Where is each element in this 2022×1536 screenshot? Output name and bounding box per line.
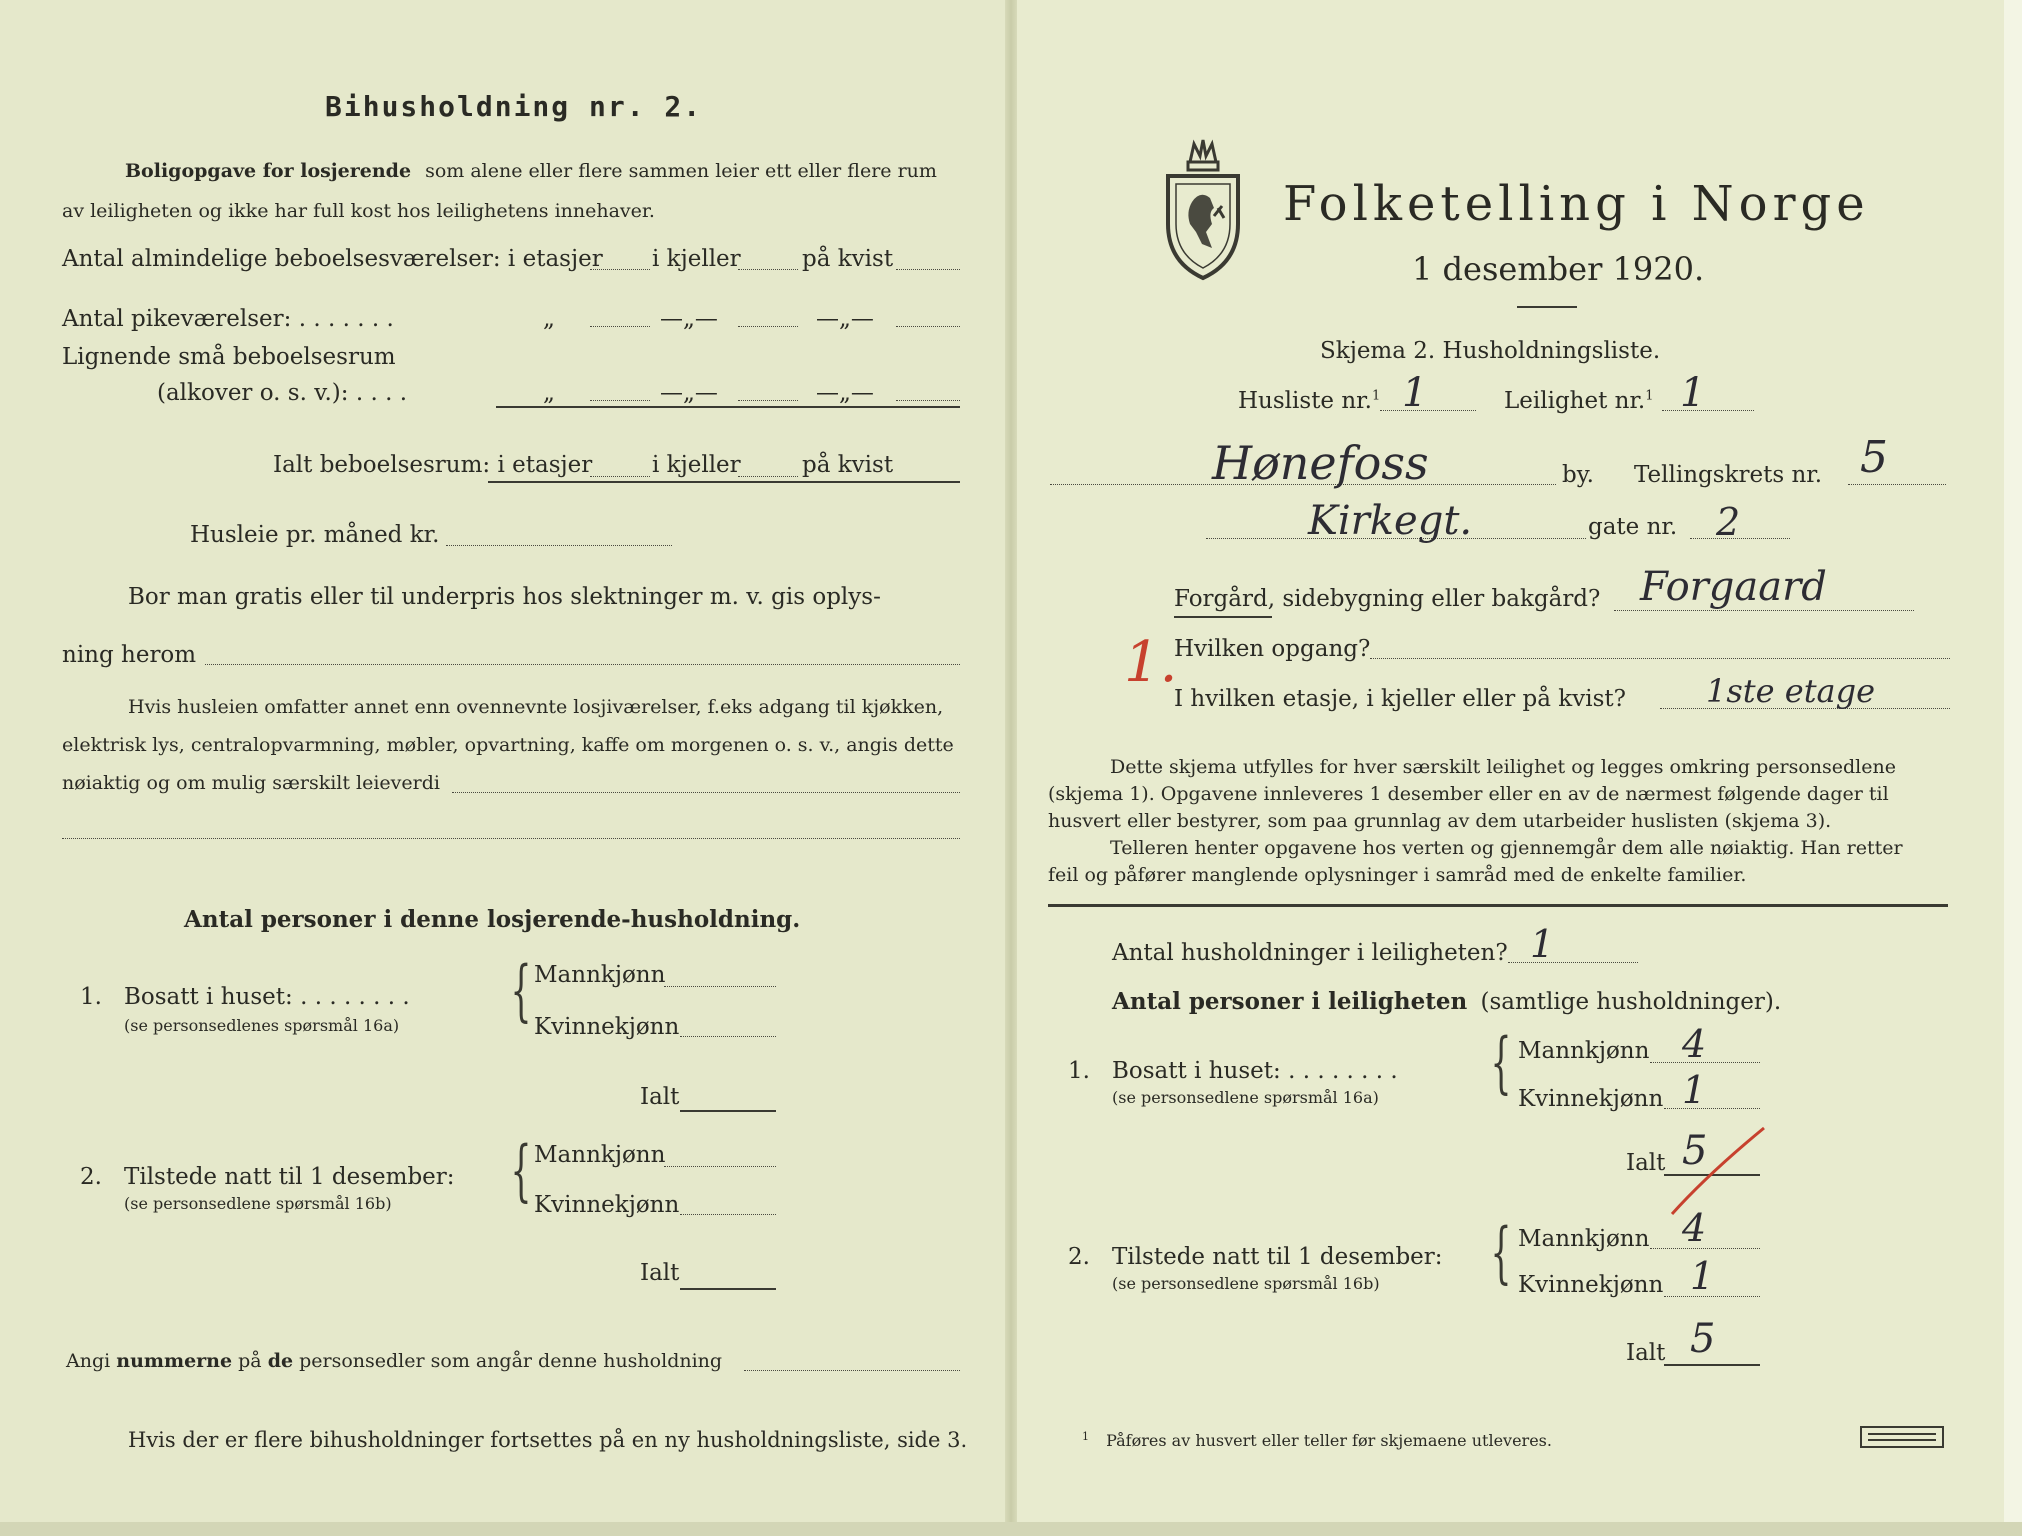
husleie-label: Husleie pr. måned kr.: [190, 522, 440, 548]
lignende-kvist-field[interactable]: [896, 400, 960, 401]
left-item1-brace: {: [510, 952, 532, 1029]
ialt-kvist-label: på kvist: [802, 452, 894, 478]
rooms-kvist-label: på kvist: [802, 246, 894, 272]
instr-line3: husvert eller bestyrer, som paa grunnlag av dem utarbeider huslisten (skjema 3).: [1048, 810, 1832, 832]
rooms-kjeller-field[interactable]: [738, 269, 798, 270]
right-item2-ialt-label: Ialt: [1626, 1340, 1666, 1366]
footnote-num: 1: [1082, 1430, 1089, 1443]
leilighet-label: Leilighet nr.: [1504, 388, 1646, 414]
sum-rule: [496, 406, 960, 408]
tilstede-kvinne-value: 1: [1690, 1254, 1715, 1298]
instr-line1: Dette skjema utfylles for hver særskilt leilighet og legges omkring personsedlene: [1110, 756, 1896, 778]
footnote-text: Påføres av husvert eller teller før skjemaene utleveres.: [1106, 1431, 1552, 1451]
left-item2-kvinne-label: Kvinnekjønn: [534, 1192, 680, 1218]
right-item2-kvinne-label: Kvinnekjønn: [1518, 1272, 1664, 1298]
pike-ditto-1: „: [543, 306, 555, 332]
gate-value: Kirkegt.: [1308, 498, 1473, 544]
angi-bold: nummerne: [116, 1350, 233, 1372]
antal-hush-value: 1: [1530, 922, 1555, 966]
title-rule: [1517, 306, 1577, 308]
paper-bottom-edge: [0, 1522, 2022, 1536]
rooms-kjeller-label: i kjeller: [652, 246, 741, 272]
printer-stamp-icon: [1860, 1426, 1944, 1448]
pike-ditto-3: —„—: [816, 306, 874, 332]
lignende-ditto-2: —„—: [660, 380, 718, 406]
bihusholdning-title: Bihusholdning nr. 2.: [325, 90, 703, 123]
antal-heading-left: Antal personer i denne losjerende-husholdning.: [184, 906, 801, 933]
angi-line: [66, 1350, 722, 1372]
left-footer: Hvis der er flere bihusholdninger fortsettes på en ny husholdningsliste, side 3.: [128, 1428, 968, 1452]
husleie-field[interactable]: [446, 545, 672, 546]
intro-bold: Boligopgave for losjerende: [125, 160, 412, 182]
right-item2-ialt-field[interactable]: [1664, 1364, 1760, 1366]
ialt-kjeller-label: i kjeller: [652, 452, 741, 478]
left-item2-mann-label: Mannkjønn: [534, 1142, 666, 1168]
angi-mid: på: [238, 1350, 262, 1372]
hvis-line3: nøiaktig og om mulig særskilt leieverdi: [62, 772, 440, 794]
ialt-underline: [488, 481, 960, 483]
forgard-label: Forgård, sidebygning eller bakgård?: [1174, 586, 1601, 612]
norway-coat-of-arms-icon: [1162, 132, 1244, 282]
instr-line2: (skjema 1). Opgavene innleveres 1 desember eller en av de nærmest følgende dager til: [1048, 783, 1889, 805]
forgard-underline: [1174, 616, 1272, 618]
antal-pers-bold: Antal personer i leiligheten: [1112, 988, 1468, 1015]
opgang-label: Hvilken opgang?: [1174, 636, 1371, 662]
angi-bold2: de: [267, 1350, 294, 1372]
rooms-etasjer-field[interactable]: [590, 269, 650, 270]
antal-pers-line: [1112, 988, 1781, 1015]
bor-field[interactable]: [205, 664, 960, 665]
right-item1-num: 1.: [1068, 1058, 1090, 1084]
by-value: Hønefoss: [1212, 436, 1429, 490]
instr-line5: feil og påfører manglende oplysninger i samråd med de enkelte familier.: [1048, 864, 1747, 886]
left-item1-sub: (se personsedlenes spørsmål 16a): [124, 1016, 400, 1035]
skjema-label: Skjema 2. Husholdningsliste.: [1320, 338, 1661, 364]
tellingskrets-value: 5: [1860, 432, 1888, 483]
bosatt-ialt-value: 5: [1682, 1128, 1708, 1174]
hvis-line1: Hvis husleien omfatter annet enn ovennevnte losjiværelser, f.eks adgang til kjøkken,: [128, 696, 944, 718]
right-item2-num: 2.: [1068, 1244, 1090, 1270]
leilighet-sup: 1: [1645, 388, 1654, 404]
leilighet-field[interactable]: [1662, 410, 1754, 411]
ialt-etasjer-field[interactable]: [590, 476, 650, 477]
ialt-rooms-label: Ialt beboelsesrum: i etasjer: [273, 452, 593, 478]
left-item2-kvinne-field[interactable]: [680, 1214, 776, 1215]
pike-kjeller-field[interactable]: [738, 326, 798, 327]
right-item1-sub: (se personsedlene spørsmål 16a): [1112, 1088, 1379, 1107]
red-pencil-mark: 1.: [1124, 630, 1178, 695]
tellingskrets-label: Tellingskrets nr.: [1634, 462, 1823, 488]
bor-line1: Bor man gratis eller til underpris hos slektninger m. v. gis oplys-: [128, 584, 881, 610]
right-item2-brace: {: [1490, 1214, 1512, 1291]
angi-pre: Angi: [66, 1350, 111, 1372]
pike-label: Antal pikeværelser: . . . . . . .: [62, 306, 394, 332]
husliste-sup: 1: [1371, 388, 1381, 404]
right-item1-ialt-label: Ialt: [1626, 1150, 1666, 1176]
left-item1-kvinne-label: Kvinnekjønn: [534, 1014, 680, 1040]
angi-rest: personsedler som angår denne husholdning: [299, 1350, 723, 1372]
right-item1-kvinne-label: Kvinnekjønn: [1518, 1086, 1664, 1112]
bosatt-kvinne-value: 1: [1682, 1068, 1707, 1112]
husliste-value: 1: [1402, 370, 1428, 416]
lignende-ditto-3: —„—: [816, 380, 874, 406]
left-item2-sub: (se personsedlene spørsmål 16b): [124, 1194, 392, 1213]
rooms-kvist-field[interactable]: [896, 269, 960, 270]
right-item1-kvinne-field[interactable]: [1664, 1108, 1760, 1109]
by-label: by.: [1562, 462, 1594, 488]
leilighet-line: [1504, 388, 1654, 414]
angi-field[interactable]: [744, 1370, 960, 1371]
tellingskrets-field[interactable]: [1848, 484, 1946, 485]
antal-pers-rest: (samtlige husholdninger).: [1480, 989, 1782, 1015]
page-fold: [1005, 0, 1017, 1536]
left-item1-ialt-label: Ialt: [640, 1084, 680, 1110]
left-item1-label: Bosatt i huset: . . . . . . . .: [124, 984, 410, 1010]
right-item1-label: Bosatt i huset: . . . . . . . .: [1112, 1058, 1398, 1084]
leieverdi-field-2[interactable]: [62, 838, 960, 839]
pike-ditto-2: —„—: [660, 306, 718, 332]
hvis-line2: elektrisk lys, centralopvarmning, møbler, opvartning, kaffe om morgenen o. s. v., angis dette: [62, 734, 954, 756]
gate-label: gate nr.: [1588, 514, 1678, 540]
lignende-etasjer-field[interactable]: [590, 400, 650, 401]
gate-nr-value: 2: [1716, 500, 1741, 544]
lignende-ditto-1: „: [543, 380, 555, 406]
instr-divider: [1048, 904, 1948, 907]
main-title: Folketelling i Norge: [1283, 176, 1870, 232]
husliste-field[interactable]: [1380, 410, 1476, 411]
forgard-field[interactable]: [1614, 610, 1914, 611]
left-item1-mann-label: Mannkjønn: [534, 962, 666, 988]
right-item2-label: Tilstede natt til 1 desember:: [1112, 1244, 1443, 1270]
lignende-line1: Lignende små beboelsesrum: [62, 344, 396, 370]
left-item2-label: Tilstede natt til 1 desember:: [124, 1164, 455, 1190]
rooms-label: Antal almindelige beboelsesværelser: i etasjer: [62, 246, 603, 272]
left-item2-ialt-label: Ialt: [640, 1260, 680, 1286]
etasje-value: 1ste etage: [1706, 672, 1876, 710]
left-item2-num: 2.: [80, 1164, 102, 1190]
husliste-label: Husliste nr.: [1238, 388, 1372, 414]
left-item1-kvinne-field[interactable]: [680, 1036, 776, 1037]
right-item2-mann-label: Mannkjønn: [1518, 1226, 1650, 1252]
leieverdi-field[interactable]: [452, 792, 960, 793]
left-item2-brace: {: [510, 1132, 532, 1209]
forgard-value: Forgaard: [1640, 564, 1827, 610]
opgang-field[interactable]: [1370, 658, 1950, 659]
footnote-line: [1082, 1430, 1552, 1450]
bor-line2: ning herom: [62, 642, 197, 668]
census-date: 1 desember 1920.: [1412, 250, 1705, 288]
left-item2-mann-field[interactable]: [664, 1166, 776, 1167]
left-item1-mann-field[interactable]: [664, 986, 776, 987]
ialt-kjeller-field[interactable]: [738, 476, 798, 477]
instr-line4: Telleren henter opgavene hos verten og gjennemgår dem alle nøiaktig. Han retter: [1110, 837, 1903, 859]
left-item1-num: 1.: [80, 984, 102, 1010]
left-item1-ialt-field[interactable]: [680, 1110, 776, 1112]
pike-etasjer-field[interactable]: [590, 326, 650, 327]
tilstede-ialt-value: 5: [1690, 1316, 1716, 1362]
bosatt-mann-value: 4: [1682, 1022, 1707, 1066]
etasje-label: I hvilken etasje, i kjeller eller på kvist?: [1174, 686, 1626, 712]
intro-line1: [125, 160, 937, 182]
antal-hush-label: Antal husholdninger i leiligheten?: [1112, 940, 1508, 966]
husliste-line: [1238, 388, 1380, 414]
lignende-line2: (alkover o. s. v.): . . . .: [157, 380, 408, 406]
intro-rest: som alene eller flere sammen leier ett eller flere rum: [425, 160, 937, 182]
antal-hush-field[interactable]: [1508, 962, 1638, 963]
pike-kvist-field[interactable]: [896, 326, 960, 327]
right-item1-mann-label: Mannkjønn: [1518, 1038, 1650, 1064]
tilstede-mann-value: 4: [1682, 1206, 1707, 1250]
right-item2-sub: (se personsedlene spørsmål 16b): [1112, 1274, 1380, 1293]
leilighet-value: 1: [1680, 370, 1706, 416]
right-item1-brace: {: [1490, 1024, 1512, 1101]
left-item2-ialt-field[interactable]: [680, 1288, 776, 1290]
paper-edge: [2004, 0, 2022, 1536]
intro-line2: av leiligheten og ikke har full kost hos leilighetens innehaver.: [62, 200, 655, 222]
lignende-kjeller-field[interactable]: [738, 400, 798, 401]
